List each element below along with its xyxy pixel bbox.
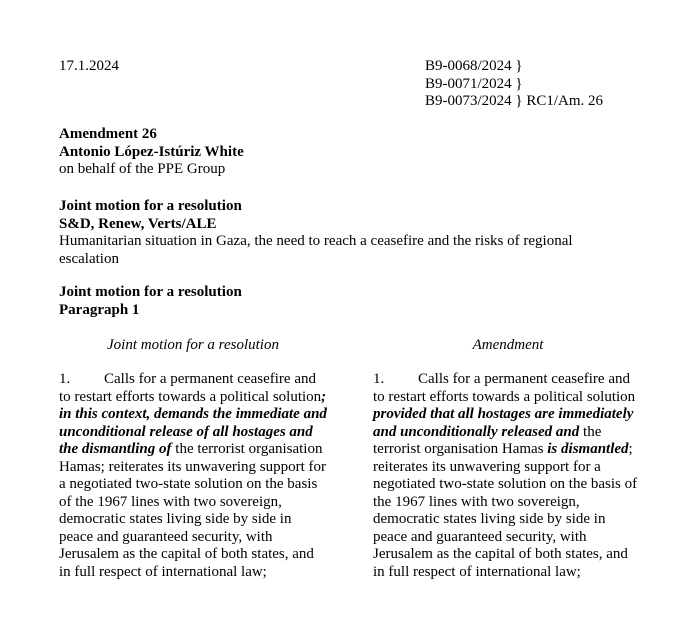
reference-line: B9-0073/2024 } RC1/Am. 26: [425, 93, 604, 109]
paragraph-title: Joint motion for a resolution: [59, 284, 242, 300]
text-segment: the terrorist organisation Hamas; reiterates its unwavering support for a negotiated two-state solution on the basis of the 1967 lines with two sovereign, democratic states living side by side in peace and guaranteed security, with Jerusalem as the capital of both states, and in full respect of international law;: [59, 441, 327, 580]
paragraph-header: [59, 284, 619, 319]
paragraph-number: 1.: [373, 371, 385, 387]
amendment-author: Antonio López-Istúriz White: [59, 143, 244, 160]
inserted-text-segment: is dismantled: [547, 441, 629, 457]
amendment-title: Amendment 26: [59, 126, 157, 142]
reference-line: B9-0071/2024 }: [425, 75, 523, 92]
amendment-group: on behalf of the PPE Group: [59, 161, 226, 177]
motion-title: Joint motion for a resolution: [59, 198, 242, 214]
deleted-text-segment: ; in this context, demands the immediate and unconditional release of all hostages and the dismantling of: [59, 388, 327, 457]
motion-subject: Humanitarian situation in Gaza, the need to reach a ceasefire and the risks of regional escalation: [59, 233, 573, 267]
paragraph-number: 1.: [59, 371, 71, 387]
right-column-heading: Amendment: [472, 337, 544, 353]
amendment-header: [59, 126, 619, 179]
text-segment: ; reiterates its unwavering support for a negotiated two-state solution on the basis of the 1967 lines with two sovereign, democratic states living side by side in peace and guaranteed security, with Jerusalem as the capital of both states, and in full respect of international law;: [373, 441, 638, 580]
text-segment: Calls for a permanent ceasefire and to restart efforts towards a political solution: [373, 371, 636, 405]
paragraph-ref: Paragraph 1: [59, 301, 140, 318]
document-date: 17.1.2024: [59, 58, 119, 74]
inserted-text-segment: provided that all hostages are immediately and unconditionally released and: [373, 406, 634, 440]
text-segment: the terrorist organisation Hamas: [373, 423, 602, 457]
reference-numbers: [425, 58, 603, 111]
original-text: [59, 371, 327, 581]
motion-header: [59, 198, 619, 268]
left-column-heading: Joint motion for a resolution: [107, 337, 279, 353]
amended-text: [373, 371, 643, 581]
reference-line: B9-0068/2024 }: [425, 58, 523, 74]
text-segment: Calls for a permanent ceasefire and to restart efforts towards a political solution: [59, 371, 322, 405]
motion-groups: S&D, Renew, Verts/ALE: [59, 215, 217, 232]
